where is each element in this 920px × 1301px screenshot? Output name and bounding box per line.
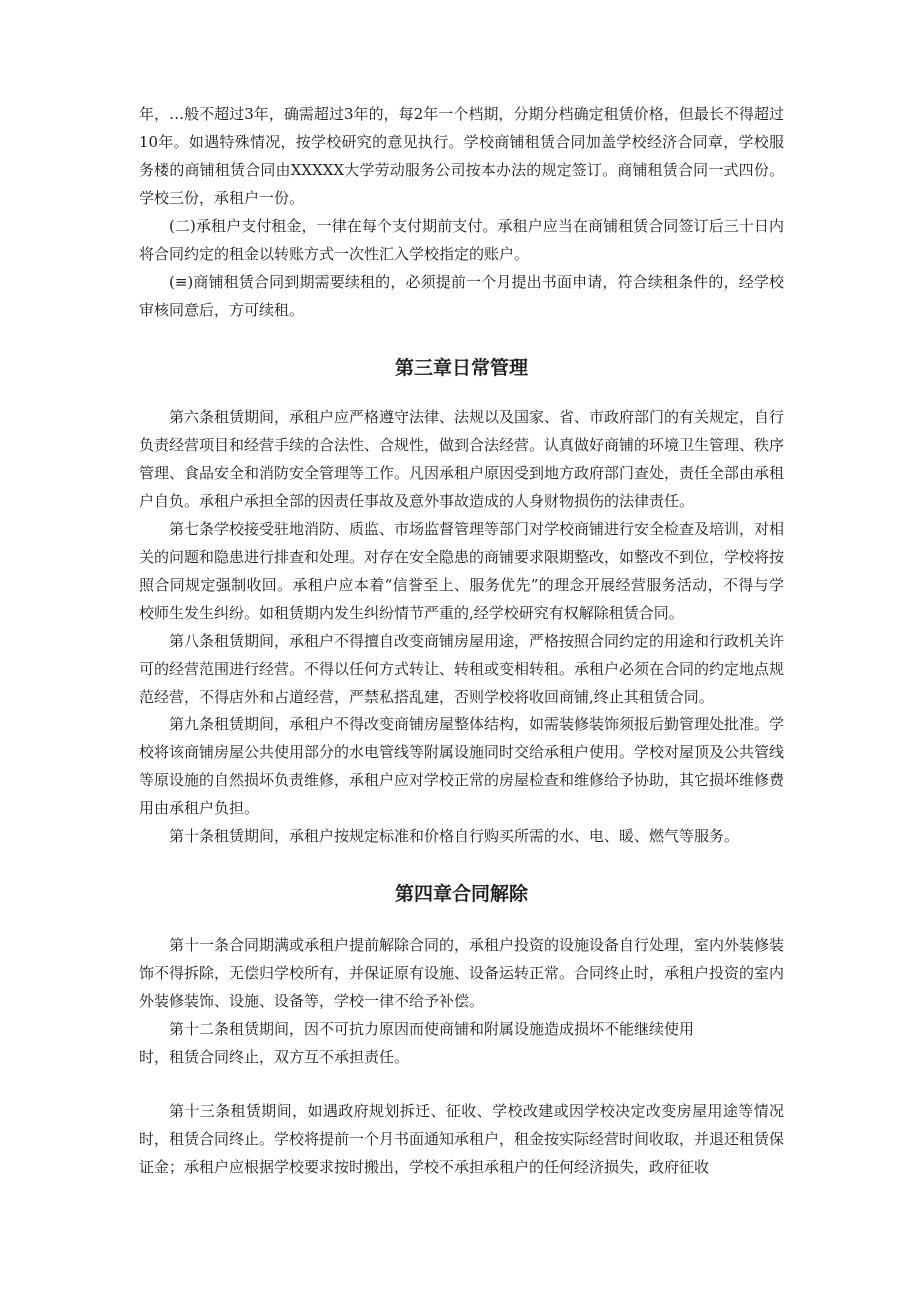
article-11: 第十一条合同期满或承租户提前解除合同的，承租户投资的设施设备自行处理，室内外装修装饰不得拆除，无偿归学校所有，并保证原有设施、设备运转正常。合同终止时，承租户投资的室内外装修装饰、设施、设备等，学校一律不给予补偿。 [139, 936, 785, 1010]
intro-paragraph-1: 年，…般不超过3年，确需超过3年的，每2年一个档期，分期分档确定租赁价格，但最长不得超过10年。如遇特殊情况，按学校研究的意见执行。学校商铺租赁合同加盖学校经济合同章，学校服务楼的商铺租赁合同由XXXXX大学劳动服务公司按本办法的规定签订。商铺租赁合同一式四份。学校三份，承租户一份。 [139, 105, 784, 207]
article-8: 第八条租赁期间，承租户不得擅自改变商铺房屋用途，严格按照合同约定的用途和行政机关许可的经营范围进行经营。不得以任何方式转让、转租或变相转租。承租户必须在合同的约定地点规范经营，不得店外和占道经营，严禁私搭乱建，否则学校将收回商铺,终止其租赁合同。 [139, 632, 785, 706]
chapter-4-title: 第四章合同解除 [394, 883, 528, 905]
article-7: 第七条学校接受驻地消防、质监、市场监督管理等部门对学校商铺进行安全检查及培训，对相关的问题和隐患进行排查和处理。对存在安全隐患的商铺要求限期整改，如整改不到位，学校将按照合同规定强制收回。承租户应本着“信誉至上、服务优先”的理念开展经营服务活动，不得与学校师生发生纠纷。如租赁期内发生纠纷情节严重的,经学校研究有权解除租赁合同。 [139, 520, 785, 622]
article-12-line-2: 时，租赁合同终止，双方互不承担责任。 [139, 1048, 410, 1066]
article-9: 第九条租赁期间，承租户不得改变商铺房屋整体结构，如需装修装饰须报后勤管理处批准。学校将该商铺房屋公共使用部分的水电管线等附属设施同时交给承租户使用。学校对屋顶及公共管线等原设施的自然损坏负责维修，承租户应对学校正常的房屋检查和维修给予协助，其它损坏维修费用由承租户负担。 [139, 715, 785, 817]
chapter-3-title: 第三章日常管理 [394, 357, 528, 379]
article-6: 第六条租赁期间，承租户应严格遵守法律、法规以及国家、省、市政府部门的有关规定，自行负责经营项目和经营手续的合法性、合规性，做到合法经营。认真做好商铺的环境卫生管理、秩序管理、食品安全和消防安全管理等工作。凡因承租户原因受到地方政府部门查处，责任全部由承租户自负。承租户承担全部的因责任事故及意外事故造成的人身财物损伤的法律责任。 [139, 408, 785, 510]
article-13: 第十三条租赁期间，如遇政府规划拆迁、征收、学校改建或因学校决定改变房屋用途等情况时，租赁合同终止。学校将提前一个月书面通知承租户，租金按实际经营时间收取，并退还租赁保证金；承租户应根据学校要求按时搬出，学校不承担承租户的任何经济损失，政府征收 [139, 1102, 785, 1176]
article-12-line-1: 第十二条租赁期间，因不可抗力原因而使商铺和附属设施造成损坏不能继续使用 [169, 1020, 695, 1038]
intro-paragraph-2: (二)承租户支付租金，一律在每个支付期前支付。承租户应当在商铺租赁合同签订后三十日内将合同约定的租金以转账方式一次性汇入学校指定的账户。 [139, 217, 784, 263]
article-10: 第十条租赁期间，承租户按规定标准和价格自行购买所需的水、电、暖、燃气等服务。 [169, 827, 740, 845]
intro-paragraph-3: (≡)商铺租赁合同到期需要续租的，必须提前一个月提出书面申请，符合续租条件的，经学校审核同意后，方可续租。 [139, 273, 784, 319]
